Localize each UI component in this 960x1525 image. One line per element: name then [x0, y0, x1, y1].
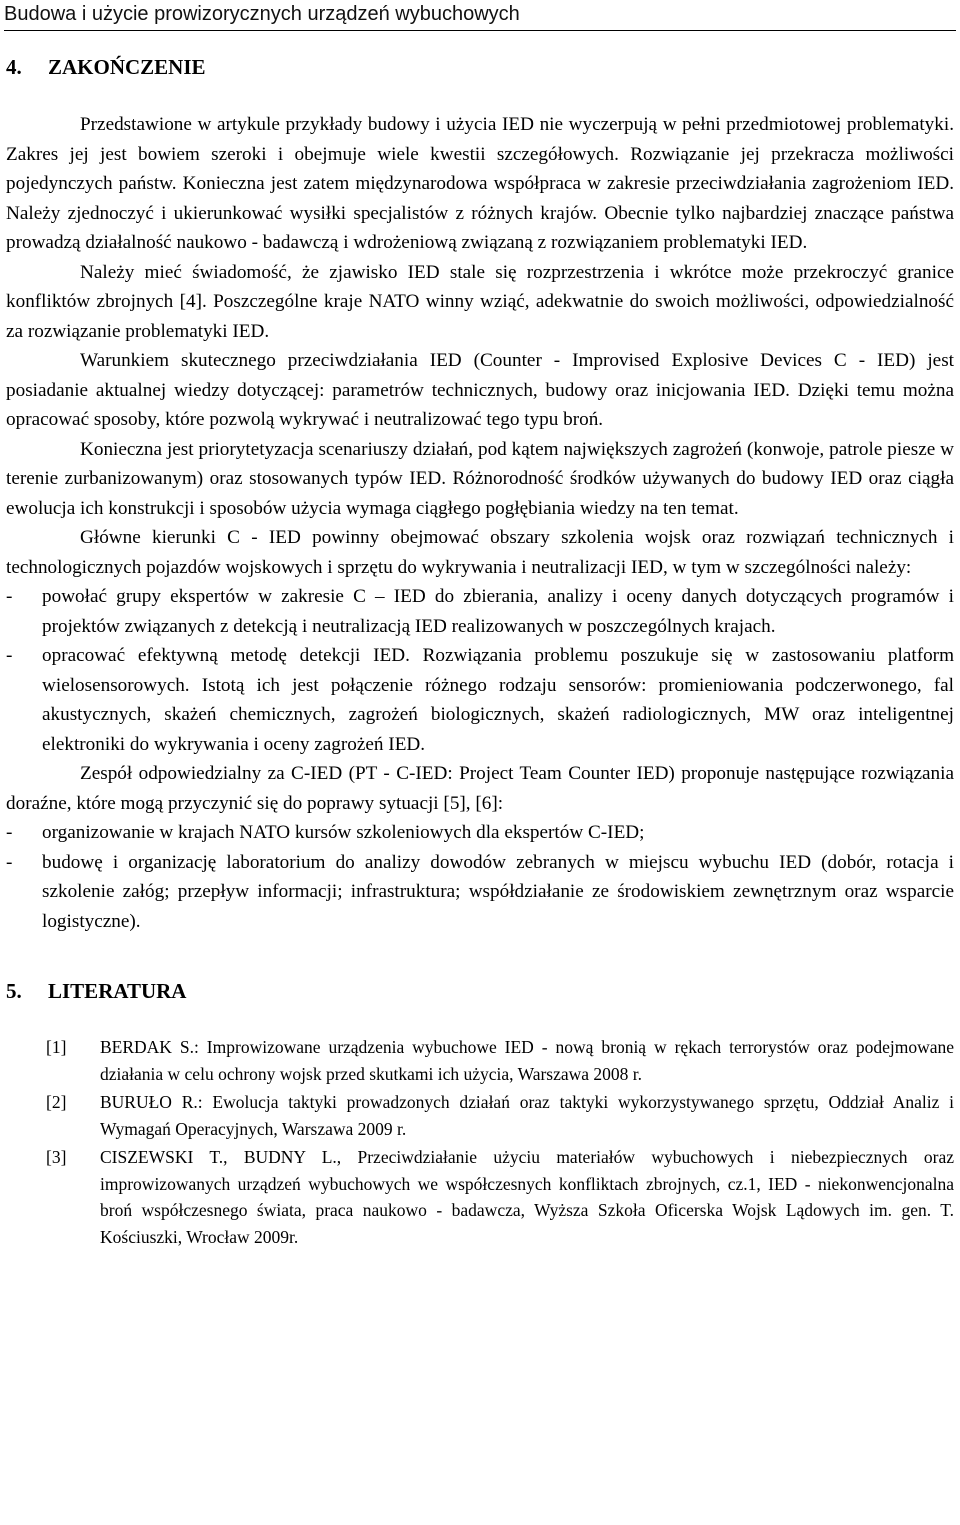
recommendations-list: [6, 582, 954, 759]
section-4-heading: [6, 52, 954, 82]
paragraph-6: Zespół odpowiedzialny za C-IED (PT - C-IED: Project Team Counter IED) proponuje następujące rozwiązania doraźne, które mogą przyczynić się do poprawy sytuacji [5], [6]:: [6, 763, 954, 814]
paragraph-4: Konieczna jest priorytetyzacja scenariuszy działań, pod kątem największych zagrożeń (konwoje, patrole piesze w terenie zurbanizowanym) oraz stosowanych typów IED. Różnorodność środków używanych do budowy IED oraz ciągła ewolucja ich konstrukcji i sposobów użycia wymaga ciągłego pogłębiania wiedzy na ten temat.: [6, 438, 954, 519]
reference-item: [3] CISZEWSKI T., BUDNY L., Przeciwdziałanie użyciu materiałów wybuchowych i niebezpiecznych oraz improwizowanych urządzeń wybuchowych we współczesnych konfliktach zbrojnych, cz.1, IED - niekonwencjonalna broń współczesnego świata, praca naukowo - badawcza, Wyższa Szkoła Oficerska Wojsk Lądowych im. gen. T. Kościuszki, Wrocław 2009r.: [6, 1144, 954, 1250]
section-5-heading: [6, 976, 954, 1006]
references-list: [6, 1034, 954, 1250]
bullet-dash: -: [6, 851, 13, 873]
solutions-list: [6, 818, 954, 936]
list-item: - powołać grupy ekspertów w zakresie C – IED do zbierania, analizy i oceny danych dotyczących programów i projektów związanych z detekcją i neutralizacją IED realizowanych w poszczególnych krajach.: [6, 582, 954, 641]
bullet-dash: -: [6, 586, 13, 607]
running-header: Budowa i użycie prowizorycznych urządzeń wybuchowych: [4, 0, 956, 31]
reference-number: [1]: [46, 1037, 67, 1057]
reference-item: [2] BURUŁO R.: Ewolucja taktyki prowadzonych działań oraz taktyki wykorzystywanego sprzętu, Oddział Analiz i Wymagań Operacyjnych, Warszawa 2009 r.: [6, 1089, 954, 1142]
section-4-number: 4.: [6, 55, 22, 79]
list-item: - opracować efektywną metodę detekcji IED. Rozwiązania problemu poszukuje się w zastosowaniu platform wielosensorowych. Istotą ich jest połączenie różnego rodzaju sensorów: promieniowania podczerwonego, fal akustycznych, skażeń chemicznych, zagrożeń biologicznych, skażeń radiologicznych, MW oraz inteligentnej elektroniki do wykrywania i oceny zagrożeń IED.: [6, 641, 954, 759]
paragraph-1: Przedstawione w artykule przykłady budowy i użycia IED nie wyczerpują w pełni przedmiotowej problematyki. Zakres jej jest bowiem szeroki i obejmuje wiele kwestii szczegółowych. Rozwiązanie jej przekracza możliwości pojedynczych państw. Konieczna jest zatem międzynarodowa współpraca w zakresie przeciwdziałania zagrożeniom IED. Należy zjednoczyć i ukierunkować wysiłki specjalistów z różnych krajów. Obecnie tylko najbardziej znaczące państwa prowadzą działalność naukowo - badawczą i wdrożeniową związaną z rozwiązaniem problematyki IED.: [6, 114, 954, 253]
bullet-dash: -: [6, 822, 13, 843]
paragraph-2: Należy mieć świadomość, że zjawisko IED stale się rozprzestrzenia i wkrótce może przekroczyć granice konfliktów zbrojnych [4]. Poszczególne kraje NATO winny wziąć, adekwatnie do swoich możliwości, odpowiedzialność za rozwiązanie problematyki IED.: [6, 261, 954, 342]
list-item: - organizowanie w krajach NATO kursów szkoleniowych dla ekspertów C-IED;: [6, 818, 954, 848]
reference-item: [1] BERDAK S.: Improwizowane urządzenia wybuchowe IED - nową bronią w rękach terrorystów oraz podejmowane działania w celu ochrony wojsk przed skutkami ich użycia, Warszawa 2008 r.: [6, 1034, 954, 1087]
section-5-number: 5.: [6, 979, 22, 1003]
list-item: - budowę i organizację laboratorium do analizy dowodów zebranych w miejscu wybuchu IED (dobór, rotacja i szkolenie załóg; przepływ informacji; infrastruktura; współdziałanie ze środowiskiem zewnętrznym oraz wsparcie logistyczne).: [6, 848, 954, 937]
reference-number: [2]: [46, 1092, 67, 1112]
section-5-title: LITERATURA: [48, 979, 187, 1003]
paragraph-5: Główne kierunki C - IED powinny obejmować obszary szkolenia wojsk oraz rozwiązań technicznych i technologicznych pojazdów wojskowych i sprzętu do wykrywania i neutralizacji IED, w tym w szczególności należy:: [6, 527, 954, 578]
section-4-title: ZAKOŃCZENIE: [48, 55, 206, 79]
reference-number: [3]: [46, 1147, 67, 1167]
article-body: [6, 52, 954, 1252]
paragraph-3: Warunkiem skutecznego przeciwdziałania IED (Counter - Improvised Explosive Devices C - IED) jest posiadanie aktualnej wiedzy dotyczącej: parametrów technicznych, budowy oraz inicjowania IED. Dzięki temu można opracować sposoby, które pozwolą wykrywać i neutralizować tego typu broń.: [6, 350, 954, 430]
bullet-dash: -: [6, 645, 13, 666]
